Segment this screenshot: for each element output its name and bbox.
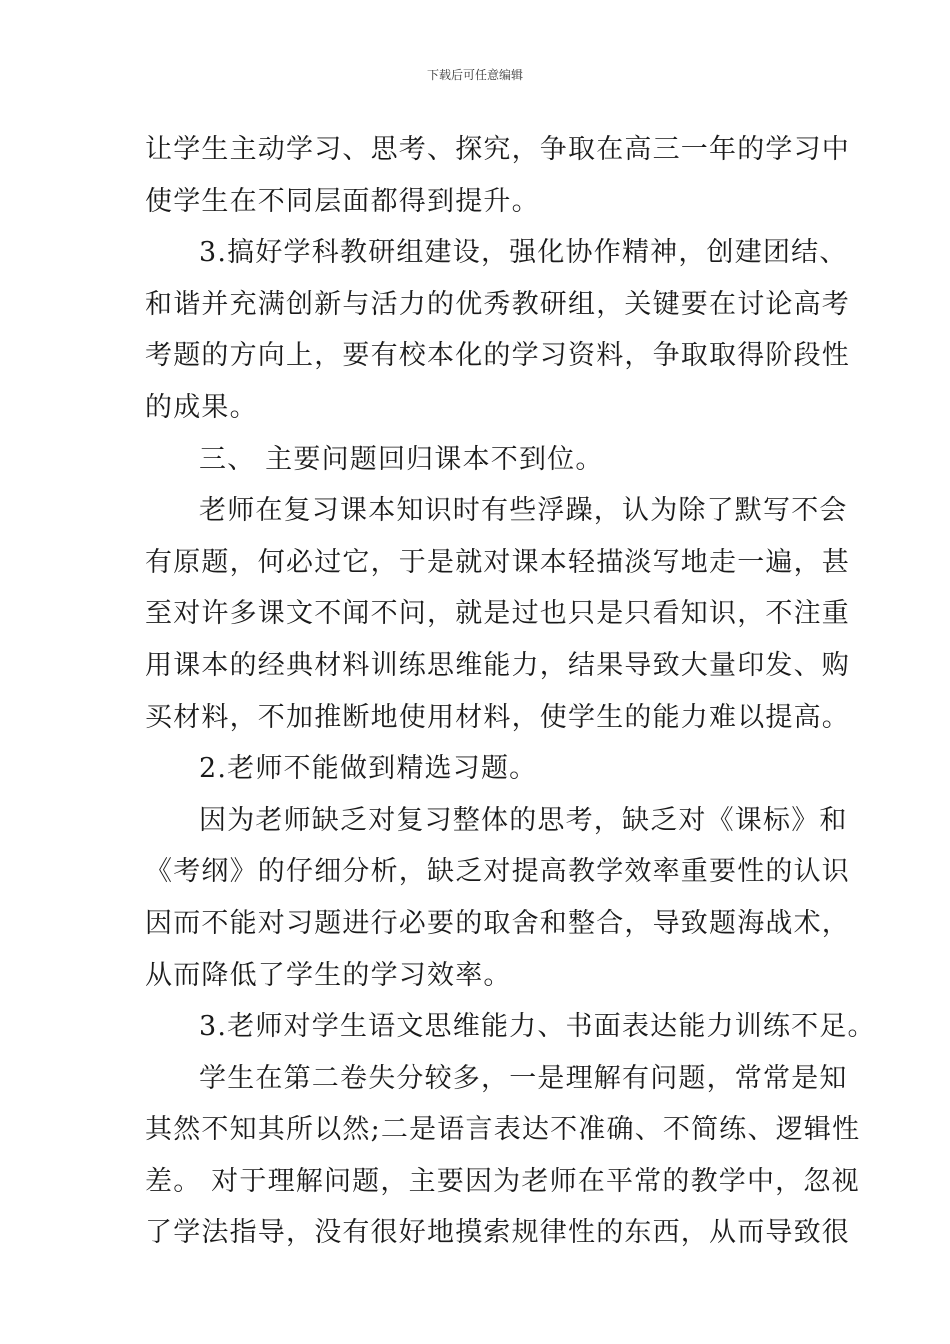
- text-line: 老师在复习课本知识时有些浮躁，认为除了默写不会: [199, 495, 848, 527]
- text-line: 差。 对于理解问题，主要因为老师在平常的教学中，忽视: [145, 1165, 860, 1197]
- text-line: 使学生在不同层面都得到提升。: [145, 185, 540, 217]
- text-line: 和谐并充满创新与活力的优秀教研组，关键要在讨论高考: [145, 288, 850, 320]
- text-line: 买材料，不加推断地使用材料，使学生的能力难以提高。: [145, 701, 850, 733]
- text-line: 用课本的经典材料训练思维能力，结果导致大量印发、购: [145, 649, 850, 681]
- text-line: 3.老师对学生语文思维能力、书面表达能力训练不足。: [199, 1011, 876, 1043]
- text-line: 3.搞好学科教研组建设，强化协作精神，创建团结、: [199, 237, 848, 269]
- text-line: 至对许多课文不闻不问，就是过也只是只看知识，不注重: [145, 598, 850, 630]
- document-body: [145, 124, 876, 1259]
- text-line: 三、 主要问题回归课本不到位。: [199, 443, 604, 475]
- text-line: 的成果。: [145, 391, 258, 423]
- text-line: 因为老师缺乏对复习整体的思考，缺乏对《课标》和: [199, 804, 848, 836]
- text-line: 学生在第二卷失分较多，一是理解有问题，常常是知: [199, 1062, 848, 1094]
- text-line: 2.老师不能做到精选习题。: [199, 753, 538, 785]
- text-line: 从而降低了学生的学习效率。: [145, 959, 512, 991]
- text-line: 考题的方向上，要有校本化的学习资料，争取取得阶段性: [145, 340, 850, 372]
- text-line: 其然不知其所以然;二是语言表达不准确、不简练、逻辑性: [145, 1114, 861, 1146]
- text-line: 让学生主动学习、思考、探究，争取在高三一年的学习中: [145, 134, 850, 165]
- text-line: 有原题，何必过它，于是就对课本轻描淡写地走一遍，甚: [145, 546, 850, 578]
- text-line: 《考纲》的仔细分析，缺乏对提高教学效率重要性的认识: [145, 856, 850, 888]
- text-line: 了学法指导，没有很好地摸索规律性的东西，从而导致很: [145, 1217, 850, 1249]
- text-line: 因而不能对习题进行必要的取舍和整合，导致题海战术，: [145, 907, 850, 939]
- page-header-note: 下载后可任意编辑: [426, 68, 523, 82]
